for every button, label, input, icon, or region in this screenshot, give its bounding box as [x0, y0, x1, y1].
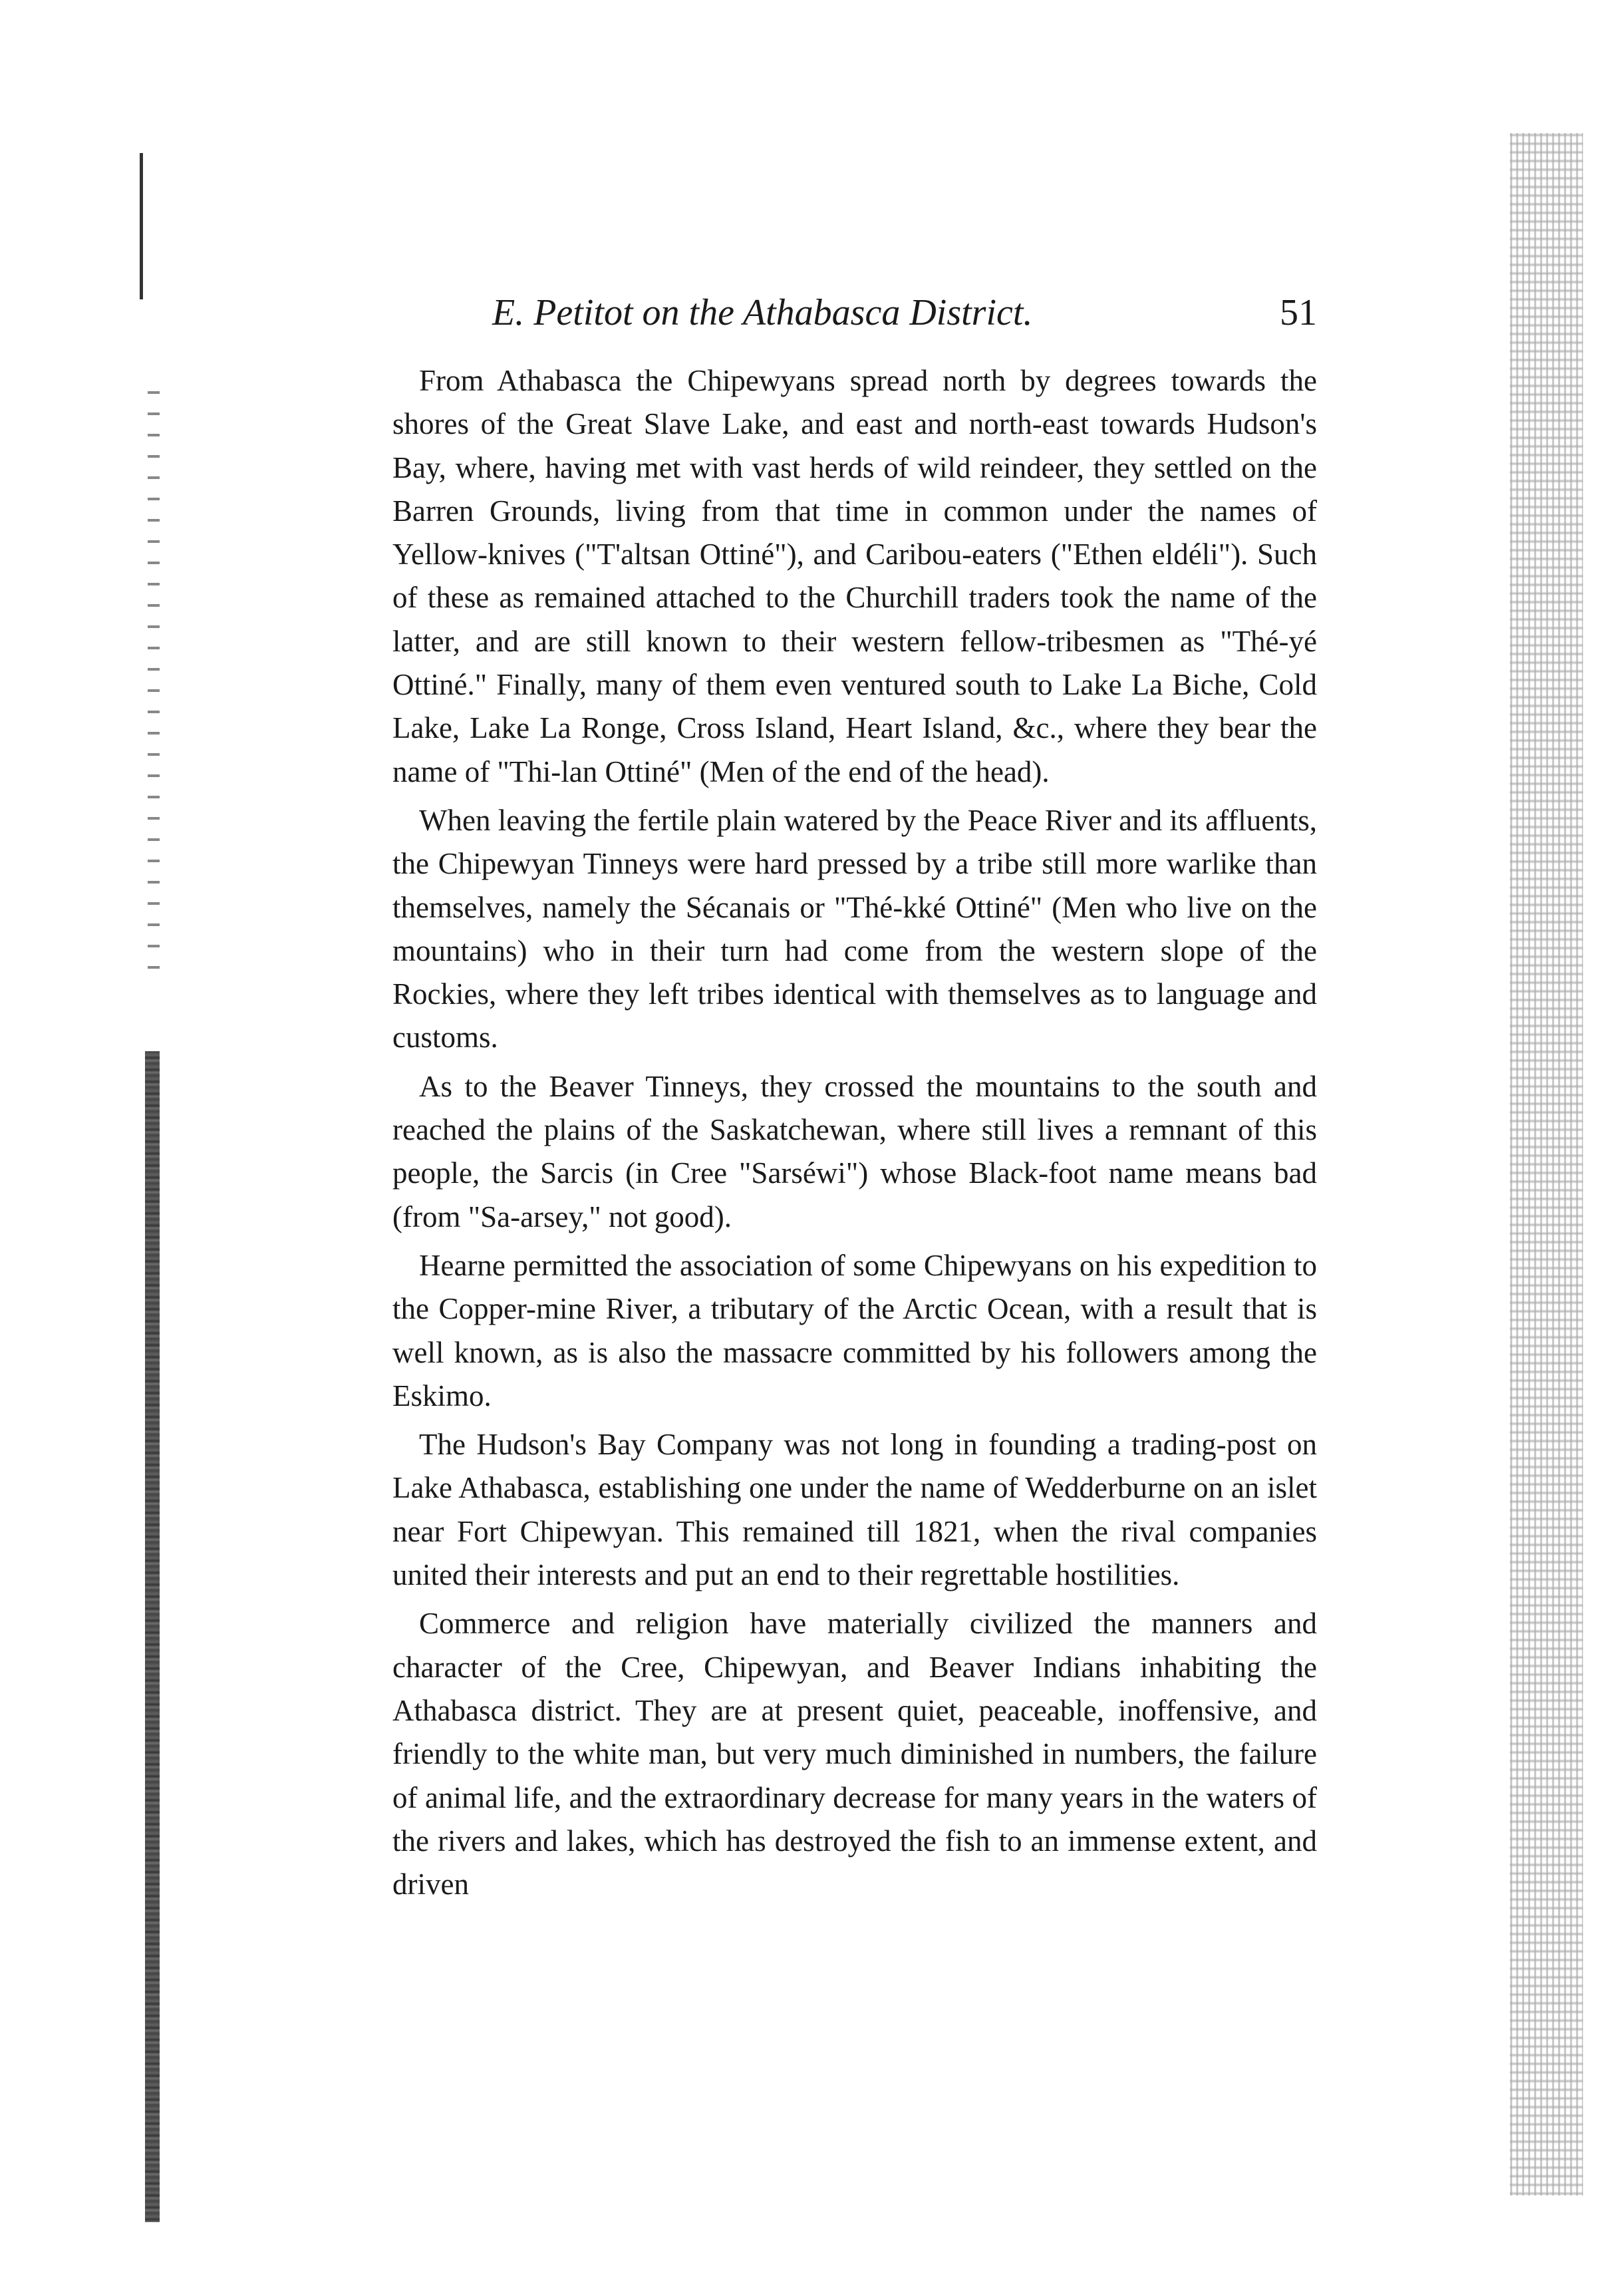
binding-shadow-top	[140, 153, 143, 299]
page-number: 51	[1280, 292, 1317, 333]
scan-speckles-left	[148, 373, 160, 971]
paragraph: From Athabasca the Chipewyans spread north by degrees towards the shores of the Great Slave Lake, and east and north-east towards Hudson's Bay, where, having met with vast herds of wild reindeer, they settled on the Barren Grounds, living from that time in common under the names of Yellow-knives ("T'altsan Ottiné"), and Caribou-eaters ("Ethen eldéli"). Such of these as remained attached to the Churchill traders took the name of the latter, and are still known to their western fellow-tribesmen as "Thé-yé Ottiné." Finally, many of them even ventured south to Lake La Biche, Cold Lake, Lake La Ronge, Cross Island, Heart Island, &c., where they bear the name of "Thi-lan Ottiné" (Men of the end of the head).	[392, 364, 1317, 788]
paragraph: Hearne permitted the association of some Chipewyans on his expedition to the Copper-mine River, a tributary of the Arctic Ocean, with a result that is well known, as is also the massacre committed by his followers among the Eskimo.	[392, 1248, 1317, 1412]
paragraph: The Hudson's Bay Company was not long in founding a trading-post on Lake Athabasca, establishing one under the name of Wedderburne on an islet near Fort Chipewyan. This remained till 1821, when the rival companies united their interests and put an end to their regrettable hostilities.	[392, 1428, 1317, 1592]
paragraph: Commerce and religion have materially civilized the manners and character of the Cree, Chipewyan, and Beaver Indians inhabiting the Athabasca district. They are at present quiet, peaceable, inoffensive, and friendly to the white man, but very much diminished in numbers, the failure of animal life, and the extraordinary decrease for many years in the waters of the rivers and lakes, which has destroyed the fish to an immense extent, and driven	[392, 1607, 1317, 1901]
body-text	[392, 359, 1317, 1911]
binding-shadow	[145, 1051, 160, 2222]
paragraph: When leaving the fertile plain watered by the Peace River and its affluents, the Chipewyan Tinneys were hard pressed by a tribe still more warlike than themselves, namely the Sécanais or "Thé-kké Ottiné" (Men who live on the mountains) who in their turn had come from the western slope of the Rockies, where they left tribes identical with themselves as to language and customs.	[392, 803, 1317, 1055]
running-title: E. Petitot on the Athabasca District.	[492, 292, 1033, 333]
running-header	[492, 286, 1317, 339]
paragraph: As to the Beaver Tinneys, they crossed the mountains to the south and reached the plains of the Saskatchewan, where still lives a remnant of this people, the Sarcis (in Cree "Sarséwi") whose Black-foot name means bad (from "Sa-arsey," not good).	[392, 1069, 1317, 1233]
page-edge-right	[1510, 133, 1583, 2196]
